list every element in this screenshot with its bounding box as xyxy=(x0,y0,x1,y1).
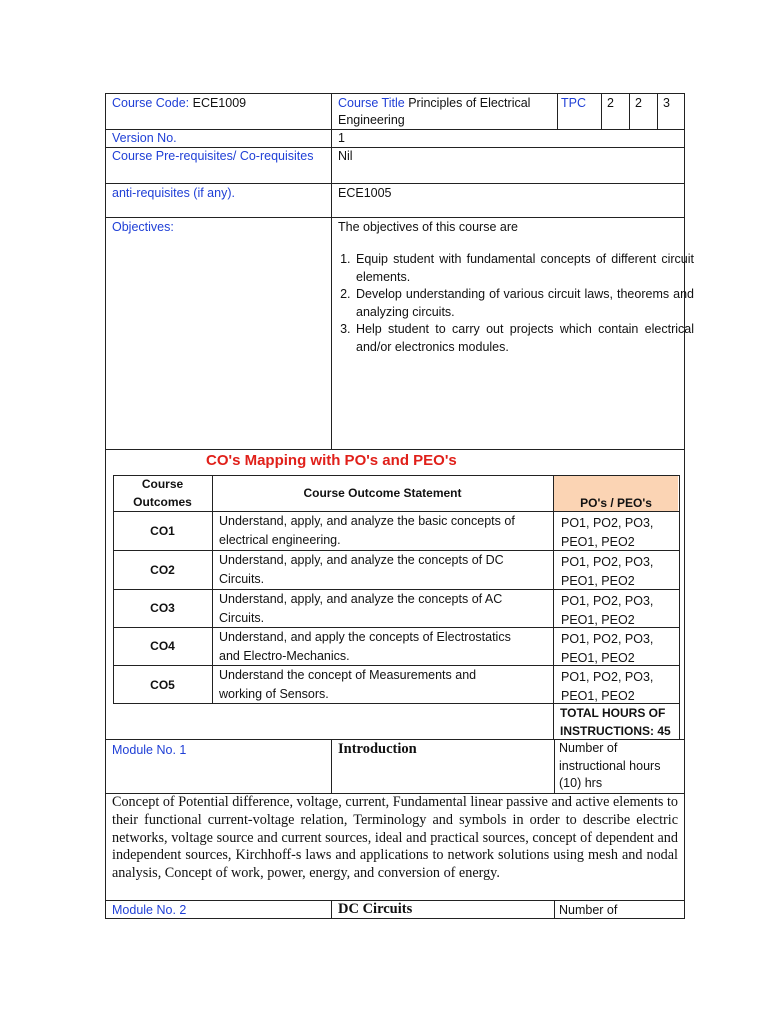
total-hours: TOTAL HOURS OF INSTRUCTIONS: 45 xyxy=(560,706,671,738)
module2-title: DC Circuits xyxy=(338,901,413,917)
co-statement: Understand the concept of Measurements and working of Sensors. xyxy=(219,668,477,701)
version-value: 1 xyxy=(338,131,345,145)
objective-item: 1. Equip student with fundamental concepts of different circuit elements. xyxy=(354,251,694,286)
objectives-intro: The objectives of this course are xyxy=(338,220,518,234)
objectives-label: Objectives: xyxy=(112,220,174,234)
row-divider xyxy=(105,449,685,450)
col-divider xyxy=(657,93,658,129)
co-pos: PO1, PO2, PO3, PEO1, PEO2 xyxy=(561,670,654,703)
co-statement: Understand, and apply the concepts of Electrostatics and Electro-Mechanics. xyxy=(219,630,511,663)
co-code: CO2 xyxy=(150,563,175,577)
prereq-label: Course Pre-requisites/ Co-requisites xyxy=(112,149,314,163)
co-pos: PO1, PO2, PO3, PEO1, PEO2 xyxy=(561,516,654,549)
map-col-divider xyxy=(212,475,213,703)
col-pos-header: PO's / PEO's xyxy=(580,496,652,510)
co-code: CO1 xyxy=(150,524,175,538)
co-pos: PO1, PO2, PO3, PEO1, PEO2 xyxy=(561,594,654,627)
col-divider xyxy=(554,900,555,919)
co-statement: Understand, apply, and analyze the concepts of DC Circuits. xyxy=(219,553,504,586)
module1-title: Introduction xyxy=(338,741,417,757)
col-divider xyxy=(331,900,332,919)
co-code: CO3 xyxy=(150,601,175,615)
course-title-line2: Engineering xyxy=(338,113,405,127)
co-statement: Understand, apply, and analyze the concepts of AC Circuits. xyxy=(219,592,503,625)
module1-label: Module No. 1 xyxy=(112,743,187,757)
co-pos: PO1, PO2, PO3, PEO1, PEO2 xyxy=(561,632,654,665)
module2-hours: Number of xyxy=(559,903,618,917)
module1-hours: Number of instructional hours (10) hrs xyxy=(559,741,661,790)
co-code: CO4 xyxy=(150,639,175,653)
col-outcomes-header: Course Outcomes xyxy=(133,477,192,509)
col-statement-header: Course Outcome Statement xyxy=(303,486,462,500)
module1-content: Concept of Potential difference, voltage, current, Fundamental linear passive and active elements to their functional current-voltage relation, Terminology and symbols in order to describe electric networks, voltage source and current sources, ideal and practical sources, concept of dependent and independent sources, Kirchhoff-s laws and applications to network solutions using mesh and nodal analysis, Concept of work, power, energy, and conversion of energy. xyxy=(112,794,678,882)
antireq-label: anti-requisites (if any). xyxy=(112,186,235,200)
col-divider xyxy=(554,739,555,793)
map-col-divider xyxy=(553,475,554,739)
co-statement: Understand, apply, and analyze the basic concepts of electrical engineering. xyxy=(219,514,515,547)
version-label: Version No. xyxy=(112,131,177,145)
col-divider xyxy=(601,93,602,129)
module2-label: Module No. 2 xyxy=(112,903,187,917)
mapping-title: CO's Mapping with PO's and PEO's xyxy=(206,452,457,469)
col-divider xyxy=(629,93,630,129)
map-col-divider xyxy=(679,475,680,739)
objectives-list xyxy=(337,251,694,357)
co-code: CO5 xyxy=(150,678,175,692)
objective-item: 2. Develop understanding of various circuit laws, theorems and analyzing circuits. xyxy=(354,286,694,321)
antireq-value: ECE1005 xyxy=(338,186,392,200)
co-pos: PO1, PO2, PO3, PEO1, PEO2 xyxy=(561,555,654,588)
tpc-label: TPC xyxy=(561,96,586,110)
col-divider xyxy=(331,739,332,793)
objective-item: 3. Help student to carry out projects which contain electrical and/or electronics modules. xyxy=(354,321,694,356)
course-code: Course Code: ECE1009 xyxy=(112,96,247,110)
col-divider xyxy=(557,93,558,129)
tpc-theory: 2 xyxy=(607,96,614,110)
prereq-value: Nil xyxy=(338,149,353,163)
tpc-credits: 3 xyxy=(663,96,670,110)
course-title: Course Title Principles of Electrical xyxy=(338,96,531,110)
row-divider xyxy=(105,129,685,130)
col-divider xyxy=(331,93,332,449)
tpc-practical: 2 xyxy=(635,96,642,110)
